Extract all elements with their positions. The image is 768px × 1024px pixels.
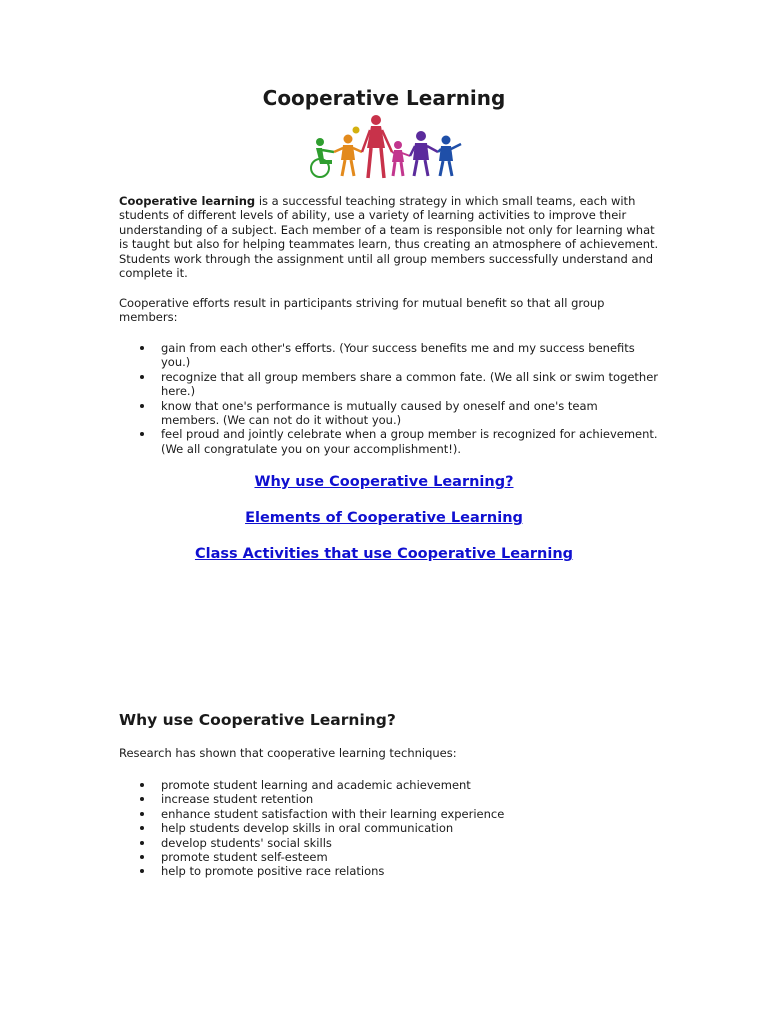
efforts-list — [119, 341, 659, 456]
list-item-text: promote student self-esteem — [161, 850, 328, 865]
class-activities-link[interactable]: Class Activities that use Cooperative Learning — [194, 546, 574, 562]
list-item-text: know that one's performance is mutually caused by oneself and one's team members. (We can not do it without you.) — [161, 398, 598, 428]
list-item — [119, 864, 659, 878]
list-item-text: gain from each other's efforts. (Your success benefits me and my success benefits you.) — [161, 341, 635, 370]
list-item-text: feel proud and jointly celebrate when a group member is recognized for achievement. (We all congratulate you on your accomplishment!). — [161, 427, 658, 456]
bullet-icon — [140, 375, 144, 379]
intro-term: Cooperative learning — [119, 194, 256, 208]
bullet-icon — [140, 841, 144, 845]
bullet-icon — [140, 783, 144, 787]
list-item-text: recognize that all group members share a common fate. (We all sink or swim together here.) — [161, 369, 659, 399]
list-item — [119, 792, 659, 806]
elements-link[interactable]: Elements of Cooperative Learning — [245, 510, 523, 526]
efforts-intro: Cooperative efforts result in participants striving for mutual benefit so that all group members: — [119, 296, 605, 325]
bullet-icon — [140, 432, 144, 436]
bullet-icon — [140, 812, 144, 816]
page-title: Cooperative Learning — [262, 86, 506, 110]
bullet-icon — [140, 404, 144, 408]
intro-paragraph — [119, 194, 659, 280]
list-item — [119, 807, 659, 821]
list-item — [119, 399, 659, 428]
bullet-icon — [140, 855, 144, 859]
list-item — [119, 427, 659, 456]
list-item — [119, 850, 659, 864]
list-item — [119, 836, 659, 850]
bullet-icon — [140, 869, 144, 873]
list-item-text: promote student learning and academic achievement — [161, 778, 471, 792]
bullet-icon — [140, 797, 144, 801]
list-item-text: increase student retention — [161, 792, 314, 807]
list-item — [119, 778, 659, 792]
list-item-text: help students develop skills in oral communication — [161, 821, 454, 836]
bullet-icon — [140, 826, 144, 830]
list-item-text: enhance student satisfaction with their learning experience — [161, 806, 505, 821]
list-item-text: help to promote positive race relations — [161, 864, 385, 879]
list-item — [119, 821, 659, 835]
section-heading: Why use Cooperative Learning? — [119, 711, 396, 729]
bullet-icon — [140, 346, 144, 350]
why-use-link[interactable]: Why use Cooperative Learning? — [254, 474, 514, 490]
list-item — [119, 370, 659, 399]
list-item-text: develop students' social skills — [161, 835, 332, 850]
benefits-list — [119, 778, 659, 879]
section-intro: Research has shown that cooperative learning techniques: — [119, 746, 457, 760]
intro-text: is a successful teaching strategy in which small teams, each with students of different levels of ability, use a variety of learning activities to improve their understanding of a subject. Each member of a team is responsible not only for learning what is taught but also for helping teammates learn, thus creating an atmosphere of achievement. Students work through the assignment until all group members successfully understand and complete it. — [119, 194, 659, 281]
list-item — [119, 341, 659, 370]
children-holding-hands-icon — [306, 112, 466, 180]
